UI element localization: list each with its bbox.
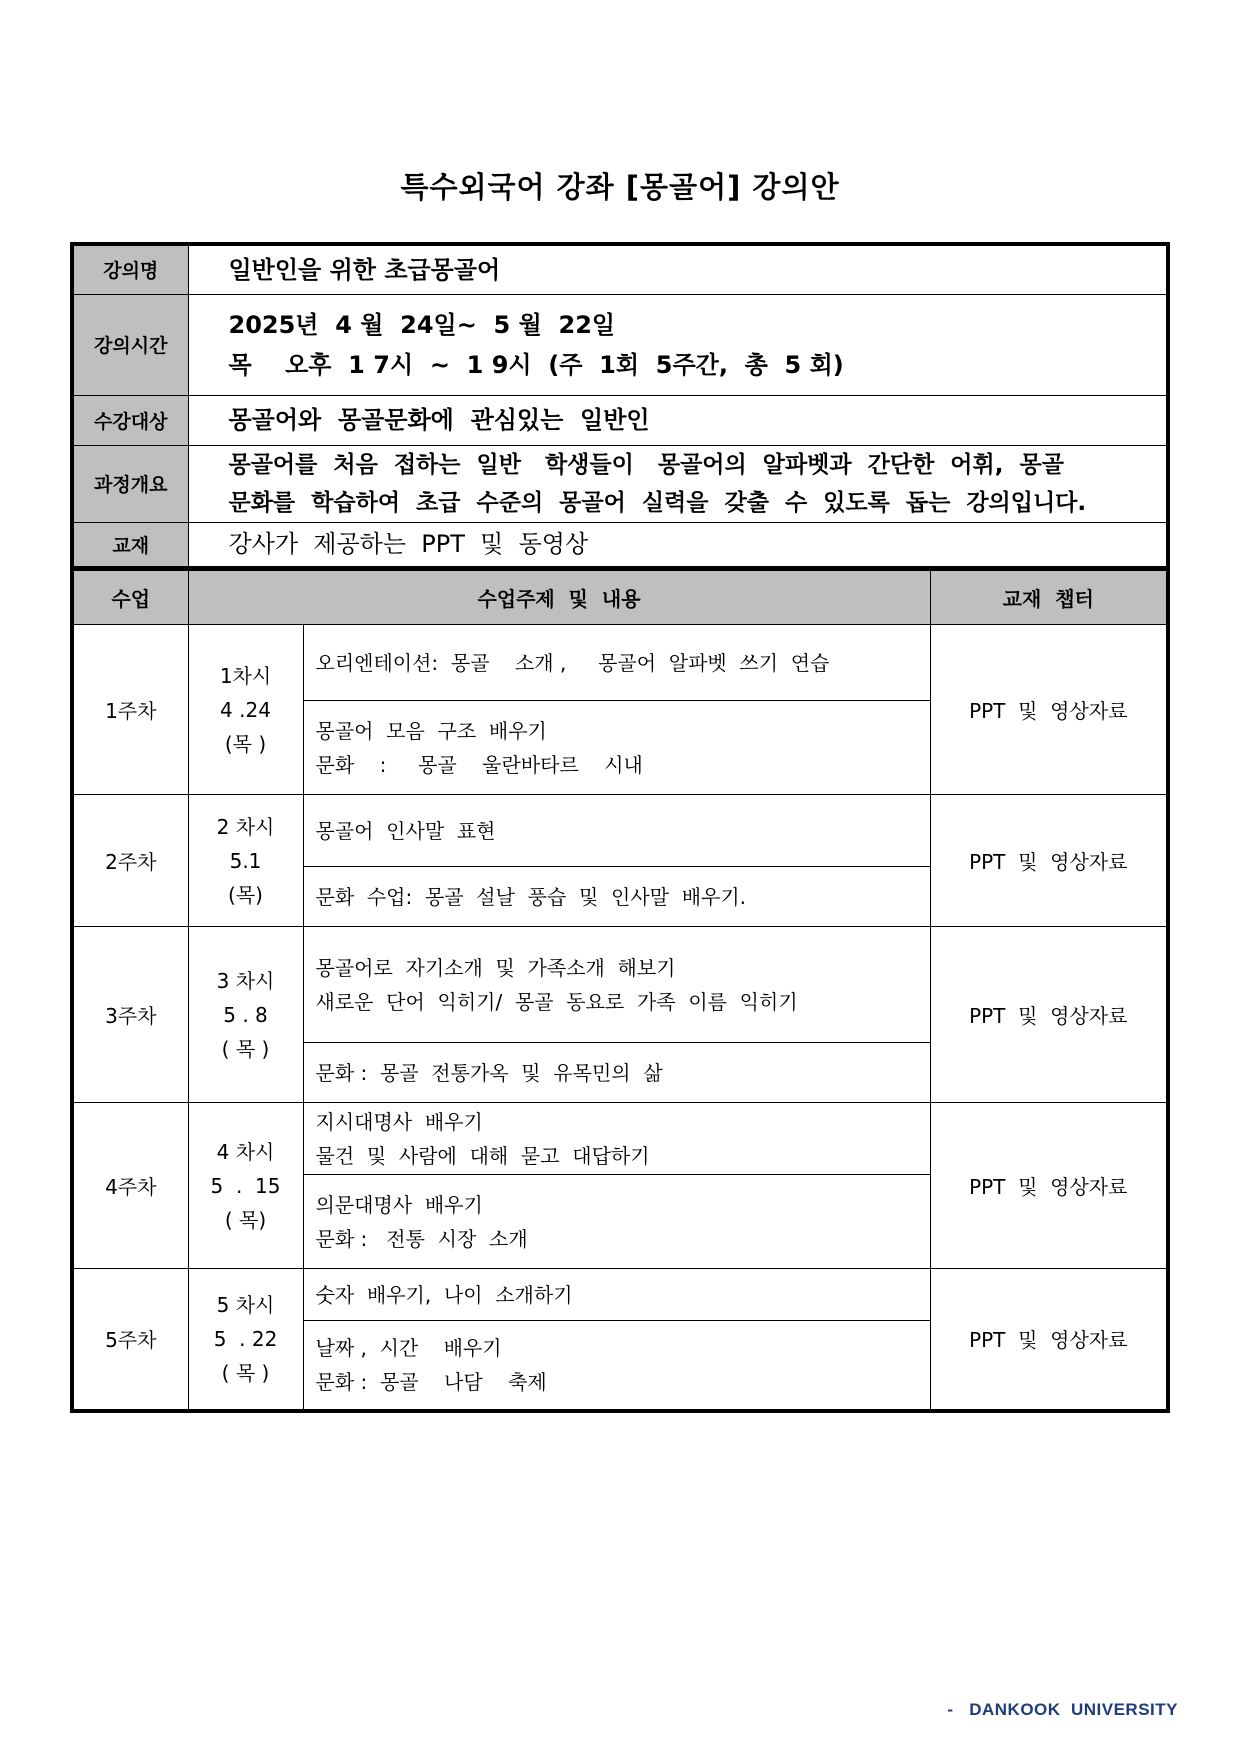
schedule-header-material: 교재 챕터 [930,571,1168,625]
course-time-dates: 2025년 4 월 24일~ 5 월 22일 [228,310,616,339]
textbook-label: 교재 [72,522,188,568]
topic-cell [303,1043,930,1103]
session-number: 4 차시 [216,1139,275,1164]
topic-cell [303,625,930,701]
schedule-row [72,1103,1168,1175]
schedule-table [70,570,1170,1413]
overview-line-2: 문화를 학습하여 초급 수준의 몽골어 실력을 갖출 수 있도록 돕는 강의입니다. [228,489,1087,516]
course-time-value [188,294,1168,395]
topic-line: 의문대명사 배우기 [315,1192,483,1217]
course-name-value: 일반인을 위한 초급몽골어 [188,244,1168,294]
topic-cell [303,927,930,1043]
session-number: 1차시 [219,663,272,688]
session-date: 5.1 [229,848,262,873]
material-cell: PPT 및 영상자료 [930,927,1168,1103]
week-label: 1주차 [72,625,188,795]
session-info [188,927,303,1103]
material-cell: PPT 및 영상자료 [930,625,1168,795]
course-info-table [70,242,1170,570]
schedule-header-topic: 수업주제 및 내용 [188,571,930,625]
textbook-value: 강사가 제공하는 PPT 및 동영상 [188,522,1168,568]
topic-line: 새로운 단어 익히기/ 몽골 동요로 가족 이름 익히기 [315,989,798,1014]
target-label: 수강대상 [72,395,188,445]
topic-line: 몽골어 모음 구조 배우기 [315,718,547,743]
document-title: 특수외국어 강좌 [몽골어] 강의안 [400,170,840,204]
material-cell: PPT 및 영상자료 [930,1269,1168,1411]
topic-line: 오리엔테이션: 몽골 소개 , 몽골어 알파벳 쓰기 연습 [315,650,830,675]
topic-cell [303,1321,930,1411]
material-cell: PPT 및 영상자료 [930,795,1168,927]
topic-line: 문화 : 몽골 전통가옥 및 유목민의 삶 [315,1060,663,1085]
session-date: 5 . 8 [223,1002,268,1027]
topic-line: 물건 및 사람에 대해 묻고 대답하기 [315,1143,650,1168]
session-day: ( 목 ) [221,1360,270,1385]
session-day: (목 ) [224,731,267,756]
topic-line: 문화 : 몽골 울란바타르 시내 [315,752,643,777]
topic-line: 문화 : 몽골 나담 축제 [315,1369,547,1394]
session-day: ( 목) [224,1207,267,1232]
schedule-header-class: 수업 [72,571,188,625]
session-date: 5 . 22 [213,1326,278,1351]
session-number: 5 차시 [216,1292,275,1317]
schedule-row [72,795,1168,867]
course-name-label: 강의명 [72,244,188,294]
overview-line-1: 몽골어를 처음 접하는 일반 학생들이 몽골어의 알파벳과 간단한 어휘, 몽골 [228,451,1064,478]
topic-cell [303,1103,930,1175]
session-date: 5 . 15 [210,1173,281,1198]
session-info [188,1103,303,1269]
topic-line: 숫자 배우기, 나이 소개하기 [315,1282,573,1307]
topic-cell [303,795,930,867]
session-info [188,795,303,927]
material-cell: PPT 및 영상자료 [930,1103,1168,1269]
schedule-row [72,927,1168,1043]
session-info [188,625,303,795]
schedule-row [72,1269,1168,1321]
session-info [188,1269,303,1411]
session-number: 2 차시 [216,814,275,839]
week-label: 3주차 [72,927,188,1103]
session-date: 4 .24 [220,697,271,722]
topic-cell [303,701,930,795]
topic-cell [303,1175,930,1269]
session-day: (목) [228,882,263,907]
topic-line: 몽골어 인사말 표현 [315,818,496,843]
week-label: 5주차 [72,1269,188,1411]
overview-label: 과정개요 [72,445,188,522]
course-time-hours: 목 오후 1 7시 ~ 1 9시 (주 1회 5주간, 총 5 회) [228,350,844,379]
topic-line: 날짜 , 시간 배우기 [315,1335,502,1360]
target-value: 몽골어와 몽골문화에 관심있는 일반인 [188,395,1168,445]
topic-line: 몽골어로 자기소개 및 가족소개 해보기 [315,955,676,980]
topic-cell [303,867,930,927]
session-day: ( 목 ) [221,1036,270,1061]
week-label: 4주차 [72,1103,188,1269]
course-time-label: 강의시간 [72,294,188,395]
topic-line: 문화 : 전통 시장 소개 [315,1226,528,1251]
week-label: 2주차 [72,795,188,927]
overview-value [188,445,1168,522]
schedule-row [72,625,1168,701]
topic-cell [303,1269,930,1321]
university-footer: - DANKOOK UNIVERSITY [947,1700,1178,1719]
topic-line: 문화 수업: 몽골 설날 풍습 및 인사말 배우기. [315,884,747,909]
topic-line: 지시대명사 배우기 [315,1109,483,1134]
session-number: 3 차시 [216,968,275,993]
